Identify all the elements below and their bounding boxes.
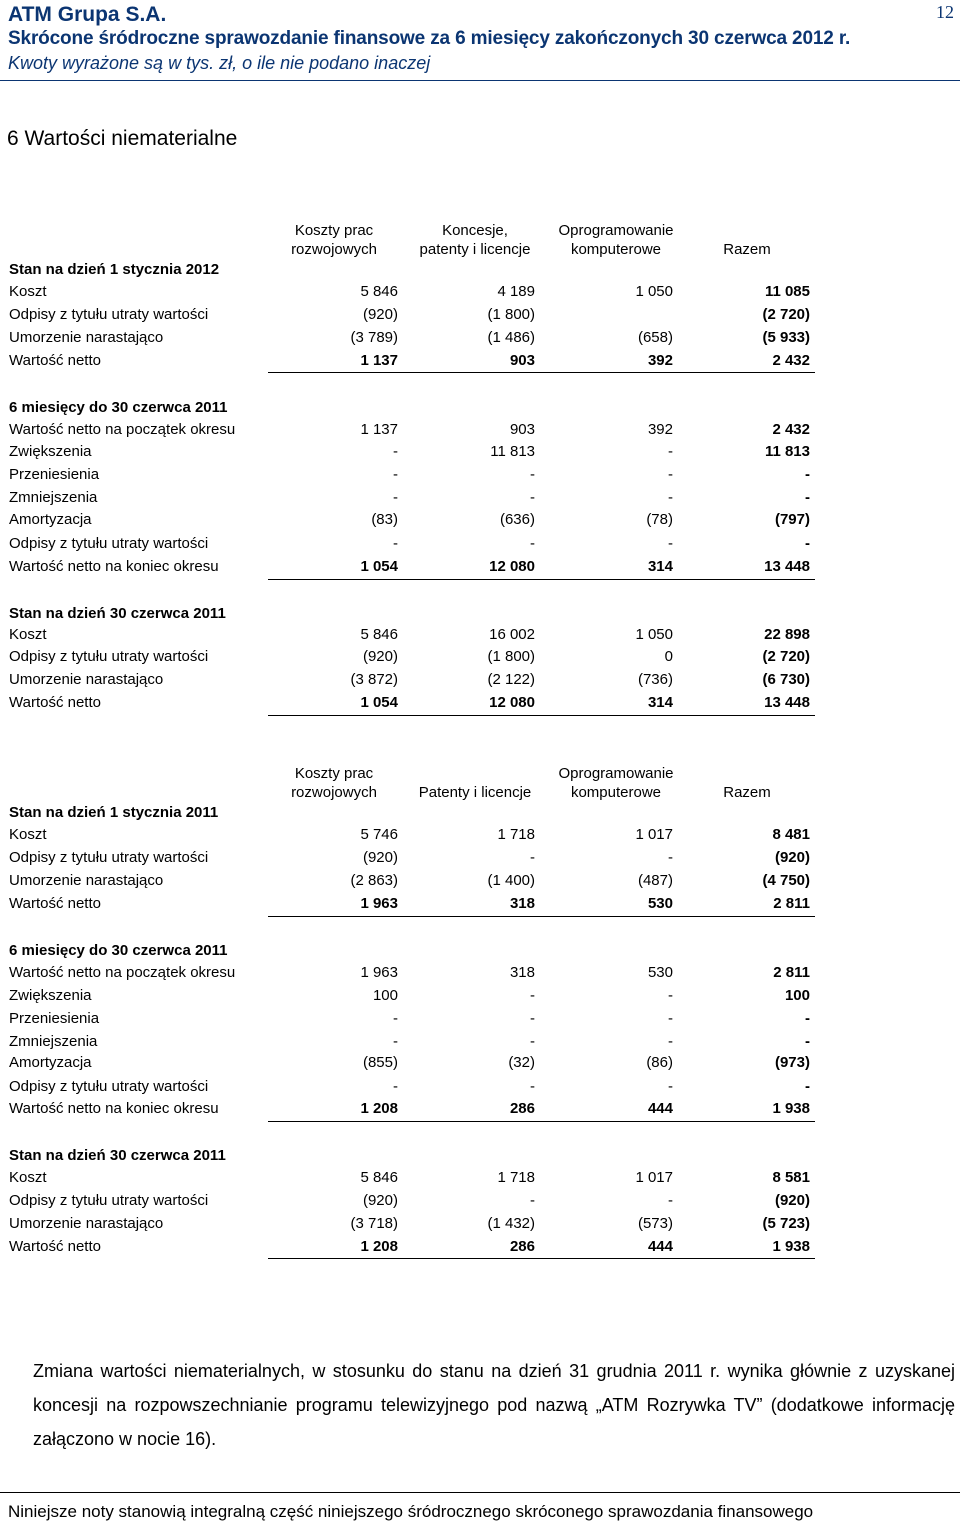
row-value: - (530, 849, 535, 866)
row-value: 314 (647, 694, 673, 711)
row-value: (487) (637, 872, 673, 889)
row-label: Zmniejszenia (9, 1033, 98, 1050)
table-row (0, 847, 960, 869)
table-row (0, 824, 960, 846)
row-label: Stan na dzień 1 stycznia 2011 (9, 804, 219, 821)
row-value: - (668, 1192, 673, 1209)
row-value: (2 122) (487, 671, 535, 688)
row-value: 286 (509, 1100, 535, 1117)
row-value: (973) (774, 1054, 810, 1071)
table-row (0, 1052, 960, 1074)
row-value: - (530, 1010, 535, 1027)
row-value: 903 (509, 421, 535, 438)
row-value: 1 963 (360, 964, 398, 981)
column-header (548, 764, 684, 802)
row-value: 392 (647, 421, 673, 438)
report-subtitle: Skrócone śródroczne sprawozdanie finansowe za 6 miesięcy zakończonych 30 czerwca 2012 r. (8, 28, 851, 49)
row-value: (1 432) (487, 1215, 535, 1232)
row-label: Wartość netto (9, 895, 101, 912)
row-value: - (530, 1033, 535, 1050)
row-label: Zwiększenia (9, 443, 92, 460)
row-value: - (668, 849, 673, 866)
table-row (0, 1098, 960, 1120)
row-value: 100 (372, 987, 398, 1004)
row-value: 2 811 (773, 964, 810, 981)
row-label: Zmniejszenia (9, 489, 98, 506)
table-row (0, 304, 960, 326)
row-value: 318 (509, 964, 535, 981)
row-value: (658) (637, 329, 673, 346)
row-value: 318 (509, 895, 535, 912)
row-label: 6 miesięcy do 30 czerwca 2011 (9, 942, 228, 959)
row-label: Wartość netto na koniec okresu (9, 1100, 219, 1117)
row-value: 1 718 (497, 826, 535, 843)
row-value: (797) (774, 511, 810, 528)
row-label: Odpisy z tytułu utraty wartości (9, 648, 209, 665)
row-value: (5 723) (762, 1215, 810, 1232)
row-value: 13 448 (764, 694, 810, 711)
row-value: (920) (362, 306, 398, 323)
row-value: 286 (509, 1238, 535, 1255)
row-label: Koszt (9, 826, 47, 843)
units-note: Kwoty wyrażone są w tys. zł, o ile nie podano inaczej (8, 53, 431, 73)
column-header-line1 (400, 764, 550, 783)
table-row (0, 509, 960, 531)
row-value: - (393, 443, 398, 460)
row-value: - (668, 1078, 673, 1095)
row-value: (4 750) (762, 872, 810, 889)
row-value: (32) (508, 1054, 535, 1071)
page-footer: Niniejsze noty stanowią integralną część niniejszego śródrocznego skróconego sprawozdania finansowego (8, 1502, 814, 1521)
row-value: 8 581 (772, 1169, 810, 1186)
row-value: 5 846 (360, 626, 398, 643)
row-value: - (393, 1078, 398, 1095)
row-value: (3 872) (350, 671, 398, 688)
column-header-line2: Razem (723, 784, 771, 801)
row-value: - (668, 489, 673, 506)
row-value: 1 050 (635, 626, 673, 643)
header-divider (0, 80, 960, 81)
column-header-line2: rozwojowych (291, 784, 377, 801)
total-rule (268, 579, 815, 580)
column-header (400, 764, 550, 802)
row-value: 1 137 (360, 352, 398, 369)
row-value: (855) (362, 1054, 398, 1071)
footer-divider (0, 1492, 960, 1493)
column-header-line1: Koncesje, (442, 222, 508, 239)
row-value: (2 720) (762, 306, 810, 323)
total-rule (268, 715, 815, 716)
row-value: 5 846 (360, 1169, 398, 1186)
row-value: - (805, 466, 810, 483)
row-value: - (530, 489, 535, 506)
row-value: 2 432 (772, 421, 810, 438)
row-value: - (805, 1078, 810, 1095)
row-value: (86) (646, 1054, 673, 1071)
row-value: - (530, 1078, 535, 1095)
row-value: (83) (371, 511, 398, 528)
total-rule (268, 1121, 815, 1122)
row-value: 5 846 (360, 283, 398, 300)
row-value: 1 718 (497, 1169, 535, 1186)
table-row (0, 419, 960, 441)
table-row (0, 870, 960, 892)
row-value: 1 208 (360, 1100, 398, 1117)
column-header (264, 221, 404, 259)
row-value: 1 938 (772, 1238, 810, 1255)
row-value: 1 050 (635, 283, 673, 300)
table-row (0, 556, 960, 578)
column-header-line2: patenty i licencje (419, 241, 531, 258)
column-header (264, 764, 404, 802)
column-header-line2: Patenty i licencje (418, 784, 532, 801)
row-label: Przeniesienia (9, 466, 100, 483)
row-value: 1 054 (360, 558, 398, 575)
row-value: - (805, 535, 810, 552)
row-value: (5 933) (762, 329, 810, 346)
table-row (0, 350, 960, 372)
row-label: Amortyzacja (9, 1054, 92, 1071)
row-label: Umorzenie narastająco (9, 872, 164, 889)
column-header-line1 (680, 764, 814, 783)
column-header (548, 221, 684, 259)
row-label: Umorzenie narastająco (9, 329, 164, 346)
row-value: - (393, 489, 398, 506)
table-row (0, 646, 960, 668)
row-label: Stan na dzień 30 czerwca 2011 (9, 605, 226, 622)
total-rule (268, 916, 815, 917)
table-row (0, 281, 960, 303)
table-section-heading (0, 940, 960, 962)
table-row (0, 985, 960, 1007)
column-header-line1: Koszty prac (294, 765, 374, 782)
row-label: Wartość netto na początek okresu (9, 964, 236, 981)
column-header-line1: Oprogramowanie (558, 765, 674, 782)
row-value: 1 208 (360, 1238, 398, 1255)
row-label: Odpisy z tytułu utraty wartości (9, 1192, 209, 1209)
table-row (0, 1076, 960, 1098)
row-value: - (805, 1010, 810, 1027)
row-value: (3 789) (350, 329, 398, 346)
row-value: - (668, 1010, 673, 1027)
row-value: - (805, 1033, 810, 1050)
table-section-heading (0, 397, 960, 419)
column-header (400, 221, 550, 259)
row-value: - (668, 535, 673, 552)
row-value: 4 189 (497, 283, 535, 300)
row-value: - (668, 987, 673, 1004)
row-value: - (668, 443, 673, 460)
section-title: 6 Wartości niematerialne (7, 127, 238, 150)
row-label: Zwiększenia (9, 987, 92, 1004)
table-section-heading (0, 603, 960, 625)
table-row (0, 487, 960, 509)
row-value: 444 (647, 1238, 673, 1255)
row-value: 11 813 (490, 443, 535, 460)
row-value: 1 054 (360, 694, 398, 711)
row-value: (736) (637, 671, 673, 688)
row-value: - (393, 1033, 398, 1050)
row-label: Wartość netto (9, 352, 101, 369)
company-name: ATM Grupa S.A. (8, 3, 167, 26)
row-value: - (393, 535, 398, 552)
table-row (0, 669, 960, 691)
row-label: Stan na dzień 30 czerwca 2011 (9, 1147, 226, 1164)
row-label: Przeniesienia (9, 1010, 100, 1027)
row-label: Wartość netto (9, 1238, 101, 1255)
row-value: - (668, 466, 673, 483)
row-label: 6 miesięcy do 30 czerwca 2011 (9, 399, 228, 416)
row-value: (2 720) (762, 648, 810, 665)
row-value: 16 002 (489, 626, 535, 643)
row-value: (920) (774, 1192, 810, 1209)
explanatory-note: Zmiana wartości niematerialnych, w stosunku do stanu na dzień 31 grudnia 2011 r. wynika głównie z uzyskanej koncesji na rozpowszechnianie programu telewizyjnego pod nazwą „ATM Rozrywka TV” (dodatkowe informację załączono w nocie 16). (33, 1361, 955, 1449)
row-value: 100 (784, 987, 810, 1004)
table-row (0, 692, 960, 714)
table-section-heading (0, 1145, 960, 1167)
column-header (680, 764, 814, 802)
row-label: Umorzenie narastająco (9, 1215, 164, 1232)
table-row (0, 1031, 960, 1053)
row-value: 444 (647, 1100, 673, 1117)
row-value: 5 746 (360, 826, 398, 843)
row-value: 8 481 (772, 826, 810, 843)
row-value: (636) (499, 511, 535, 528)
table-row (0, 1190, 960, 1212)
row-label: Odpisy z tytułu utraty wartości (9, 535, 209, 552)
row-value: 13 448 (764, 558, 810, 575)
row-value: - (805, 489, 810, 506)
column-header-line2: komputerowe (570, 784, 662, 801)
row-value: (2 863) (350, 872, 398, 889)
table-row (0, 533, 960, 555)
row-label: Stan na dzień 1 stycznia 2012 (9, 261, 220, 278)
row-label: Koszt (9, 1169, 47, 1186)
table-section-heading (0, 802, 960, 824)
row-label: Wartość netto na początek okresu (9, 421, 236, 438)
column-header-line2: Razem (723, 241, 771, 258)
row-value: 1 017 (635, 1169, 673, 1186)
table-row (0, 1236, 960, 1258)
row-value: 314 (647, 558, 673, 575)
table-row (0, 1008, 960, 1030)
row-value: 0 (664, 648, 673, 665)
table-row (0, 1167, 960, 1189)
row-value: - (530, 535, 535, 552)
row-value: 11 813 (764, 443, 810, 460)
row-label: Koszt (9, 283, 47, 300)
row-value: (573) (637, 1215, 673, 1232)
row-value: (6 730) (762, 671, 810, 688)
row-value: (78) (646, 511, 673, 528)
row-label: Wartość netto (9, 694, 101, 711)
total-rule (268, 1258, 815, 1259)
row-value: (1 486) (487, 329, 535, 346)
page-number: 12 (936, 2, 954, 22)
row-value: 530 (647, 895, 673, 912)
table-row (0, 624, 960, 646)
row-value: 22 898 (764, 626, 810, 643)
row-value: - (530, 987, 535, 1004)
table-section-heading (0, 259, 960, 281)
row-value: 1 963 (360, 895, 398, 912)
column-header-line1 (680, 221, 814, 240)
column-header-line2: rozwojowych (291, 241, 377, 258)
row-value: - (530, 1192, 535, 1209)
row-value: 2 811 (773, 895, 810, 912)
table-row (0, 464, 960, 486)
row-label: Amortyzacja (9, 511, 92, 528)
table-row (0, 962, 960, 984)
row-value: (1 800) (487, 648, 535, 665)
row-value: (920) (774, 849, 810, 866)
table-row (0, 893, 960, 915)
row-value: - (668, 1033, 673, 1050)
row-label: Odpisy z tytułu utraty wartości (9, 1078, 209, 1095)
column-header-line1: Koszty prac (294, 222, 374, 239)
table-row (0, 1213, 960, 1235)
table-row (0, 441, 960, 463)
table-row (0, 327, 960, 349)
row-value: 1 137 (360, 421, 398, 438)
row-value: (1 800) (487, 306, 535, 323)
row-label: Umorzenie narastająco (9, 671, 164, 688)
row-value: 2 432 (772, 352, 810, 369)
row-value: - (393, 466, 398, 483)
row-value: (3 718) (350, 1215, 398, 1232)
row-value: (920) (362, 849, 398, 866)
row-value: - (530, 466, 535, 483)
row-value: - (393, 1010, 398, 1027)
row-value: 530 (647, 964, 673, 981)
total-rule (268, 372, 815, 373)
row-value: 392 (647, 352, 673, 369)
row-value: (920) (362, 648, 398, 665)
row-value: 12 080 (489, 694, 535, 711)
column-header (680, 221, 814, 259)
row-label: Koszt (9, 626, 47, 643)
column-header-line1: Oprogramowanie (558, 222, 674, 239)
column-header-line2: komputerowe (570, 241, 662, 258)
row-value: 1 938 (772, 1100, 810, 1117)
row-value: 903 (509, 352, 535, 369)
row-value: (920) (362, 1192, 398, 1209)
row-label: Odpisy z tytułu utraty wartości (9, 306, 209, 323)
row-label: Wartość netto na koniec okresu (9, 558, 219, 575)
row-label: Odpisy z tytułu utraty wartości (9, 849, 209, 866)
row-value: (1 400) (487, 872, 535, 889)
row-value: 1 017 (635, 826, 673, 843)
row-value: 12 080 (489, 558, 535, 575)
row-value: 11 085 (764, 283, 810, 300)
